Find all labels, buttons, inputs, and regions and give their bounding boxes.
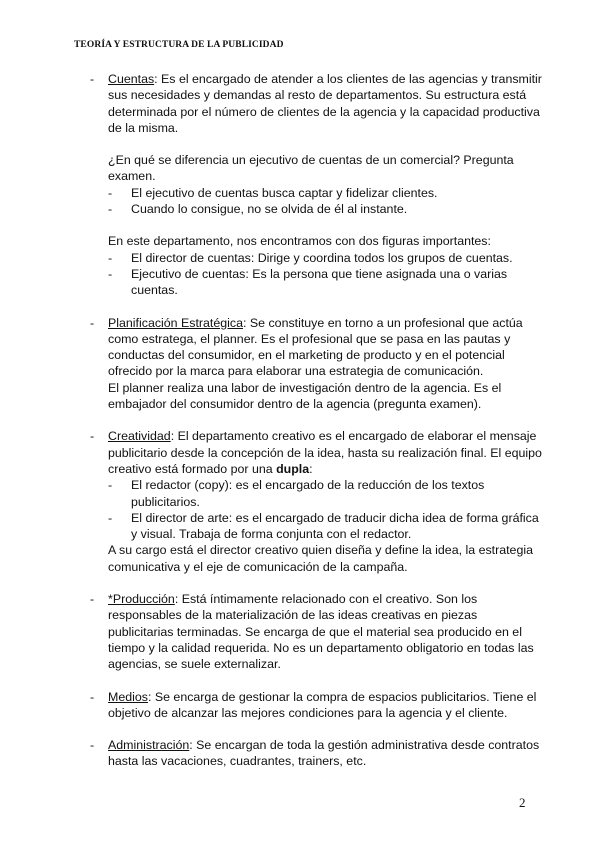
creatividad-term: Creatividad [108, 429, 171, 444]
creatividad-text: : El departamento creativo es el encargado de elaborar el mensaje publicitario desde la concepción de la idea, hasta su realización final. El equipo creativo está formado por una [108, 429, 542, 476]
list-item: - El ejecutivo de cuentas busca captar y fidelizar clientes. [108, 185, 438, 200]
section-creatividad [90, 428, 545, 575]
bullet-dash: - [90, 592, 95, 607]
section-medios [90, 689, 545, 722]
list-item: - Cuando lo consigue, no se olvida de él al instante. [108, 202, 408, 217]
page-number: 2 [519, 795, 526, 810]
section-planificacion [90, 315, 545, 413]
planificacion-paragraph-2: El planner realiza una labor de investigación dentro de la agencia. Es el embajador del consumidor dentro de la agencia (pregunta examen). [108, 380, 502, 412]
cuentas-question: ¿En qué se diferencia un ejecutivo de cuentas de un comercial? Pregunta examen. [108, 153, 514, 184]
cuentas-paragraph [108, 71, 545, 136]
document-body [90, 71, 545, 786]
bullet-dash: - [90, 429, 95, 444]
bullet-dash: - [90, 315, 95, 330]
produccion-paragraph [108, 591, 545, 672]
administracion-text: : Se encargan de toda la gestión administrativa desde contratos hasta las vacaciones, cuadrantes, trainers, etc. [108, 738, 540, 769]
running-header: TEORÍA Y ESTRUCTURA DE LA PUBLICIDAD [74, 40, 284, 50]
administracion-term: Administración [108, 738, 190, 753]
medios-text: : Se encarga de gestionar la compra de espacios publicitarios. Tiene el objetivo de alcanzar las mejores condiciones para la agencia y el cliente. [108, 689, 537, 720]
creatividad-paragraph: Creatividad: El departamento creativo es el encargado de elaborar el mensaje publicitario desde la concepción de la idea, hasta su realización final. El equipo creativo está formado por una dupla: [108, 429, 542, 476]
planificacion-paragraph [108, 315, 545, 380]
bullet-dash: - [90, 689, 95, 704]
produccion-term: *Producción [108, 592, 175, 607]
list-item: - El redactor (copy): es el encargado de la reducción de los textos publicitarios. [108, 478, 485, 509]
planificacion-term: Planificación Estratégica [108, 315, 243, 330]
administracion-paragraph [108, 737, 545, 770]
creatividad-bold-term: dupla [276, 461, 310, 476]
creatividad-list [108, 477, 545, 542]
list-item: - Ejecutivo de cuentas: Es la persona que tiene asignada una o varias cuentas. [108, 266, 508, 298]
cuentas-figures-list [108, 250, 545, 299]
medios-paragraph [108, 689, 545, 722]
cuentas-figures-intro: En este departamento, nos encontramos con dos figuras importantes: [108, 234, 491, 249]
cuentas-text: : Es el encargado de atender a los clientes de las agencias y transmitir sus necesidades y demandas al resto de departamentos. Su estructura está determinada por el número de clientes de la agencia y la capacidad productiva de la misma. [108, 72, 542, 135]
creatividad-closing: A su cargo está el director creativo quien diseña y define la idea, la estrategia comunicativa y el eje de comunicación de la campaña. [108, 543, 533, 574]
cuentas-question-list [108, 185, 545, 218]
planificacion-text: : Se constituye en torno a un profesional que actúa como estratega, el planner. Es el profesional que se pasa en las pautas y conductas del consumidor, en el marketing de producto y en el potencial ofrecido por la marca para elaborar una estrategia de comunicación. [108, 315, 523, 379]
list-item: - El director de cuentas: Dirige y coordina todos los grupos de cuentas. [108, 250, 513, 265]
list-item: - El director de arte: es el encargado de traducir dicha idea de forma gráfica y visual. Trabaja de forma conjunta con el redactor. [108, 510, 539, 542]
cuentas-term: Cuentas [108, 72, 155, 86]
bullet-dash: - [90, 72, 95, 86]
produccion-text: : Está íntimamente relacionado con el creativo. Son los responsables de la materialización de las ideas creativas en piezas publicitarias terminadas. Se encarga de que el material sea producido en el tiempo y la calidad requerida. No es un departamento obligatorio en todas las agencias, se suele externalizar. [108, 592, 534, 672]
bullet-dash: - [90, 738, 95, 753]
medios-term: Medios [108, 689, 148, 704]
section-cuentas [90, 71, 545, 299]
section-produccion [90, 591, 545, 672]
section-administracion [90, 737, 545, 770]
